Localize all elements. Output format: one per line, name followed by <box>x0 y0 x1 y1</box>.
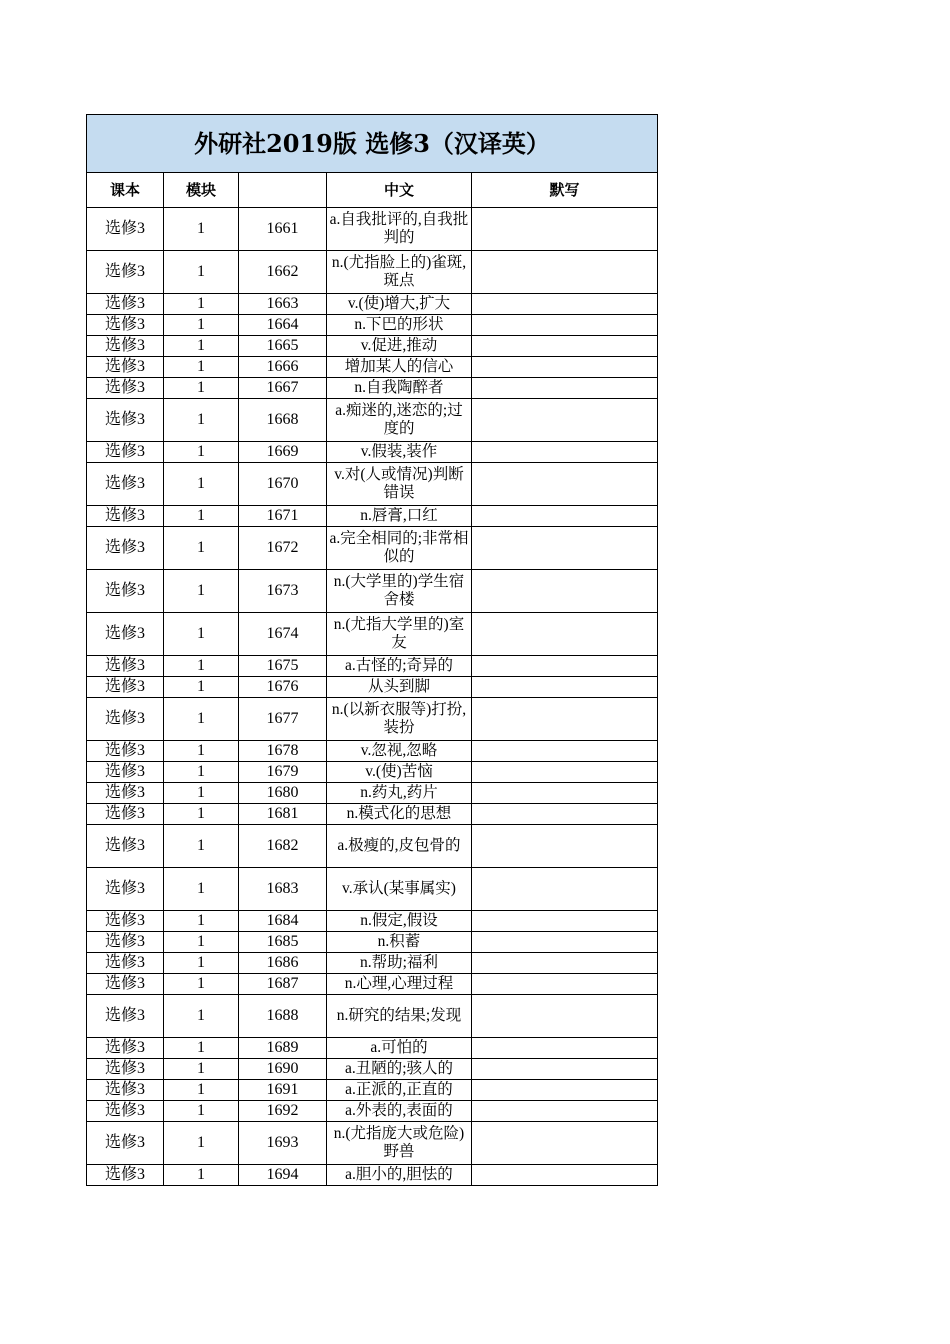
cell-book: 选修3 <box>87 741 164 762</box>
cell-number: 1683 <box>239 868 327 911</box>
table-row <box>87 570 658 613</box>
cell-chinese: n.药丸,药片 <box>327 783 472 804</box>
cell-chinese: a.痴迷的,迷恋的;过度的 <box>327 399 472 442</box>
cell-module: 1 <box>164 251 239 294</box>
cell-number: 1672 <box>239 527 327 570</box>
cell-book: 选修3 <box>87 294 164 315</box>
header-chinese: 中文 <box>327 173 472 208</box>
table-row <box>87 336 658 357</box>
cell-module: 1 <box>164 378 239 399</box>
cell-number: 1678 <box>239 741 327 762</box>
cell-number: 1669 <box>239 442 327 463</box>
cell-book: 选修3 <box>87 1101 164 1122</box>
cell-module: 1 <box>164 995 239 1038</box>
table-row <box>87 868 658 911</box>
cell-number: 1680 <box>239 783 327 804</box>
vocabulary-table <box>86 114 658 1186</box>
cell-chinese: n.积蓄 <box>327 932 472 953</box>
cell-book: 选修3 <box>87 1165 164 1186</box>
answer-cell[interactable] <box>472 974 658 995</box>
answer-cell[interactable] <box>472 613 658 656</box>
cell-module: 1 <box>164 399 239 442</box>
table-row <box>87 783 658 804</box>
table-row <box>87 932 658 953</box>
cell-module: 1 <box>164 294 239 315</box>
answer-cell[interactable] <box>472 570 658 613</box>
sheet-title: 外研社2019版 选修3（汉译英） <box>87 115 658 173</box>
cell-module: 1 <box>164 953 239 974</box>
answer-cell[interactable] <box>472 208 658 251</box>
cell-chinese: a.胆小的,胆怯的 <box>327 1165 472 1186</box>
cell-book: 选修3 <box>87 953 164 974</box>
cell-chinese: n.假定,假设 <box>327 911 472 932</box>
table-row <box>87 527 658 570</box>
table-row <box>87 1038 658 1059</box>
cell-number: 1661 <box>239 208 327 251</box>
header-book: 课本 <box>87 173 164 208</box>
cell-chinese: v.促进,推动 <box>327 336 472 357</box>
cell-module: 1 <box>164 1080 239 1101</box>
answer-cell[interactable] <box>472 251 658 294</box>
cell-module: 1 <box>164 315 239 336</box>
cell-book: 选修3 <box>87 1038 164 1059</box>
cell-module: 1 <box>164 208 239 251</box>
answer-cell[interactable] <box>472 336 658 357</box>
table-row <box>87 294 658 315</box>
cell-chinese: a.外表的,表面的 <box>327 1101 472 1122</box>
table-row <box>87 741 658 762</box>
answer-cell[interactable] <box>472 804 658 825</box>
cell-chinese: n.(尤指脸上的)雀斑,斑点 <box>327 251 472 294</box>
cell-book: 选修3 <box>87 1080 164 1101</box>
header-dictation: 默写 <box>472 173 658 208</box>
cell-number: 1694 <box>239 1165 327 1186</box>
cell-book: 选修3 <box>87 677 164 698</box>
cell-chinese: n.自我陶醉者 <box>327 378 472 399</box>
cell-number: 1666 <box>239 357 327 378</box>
header-row <box>87 173 658 208</box>
cell-book: 选修3 <box>87 378 164 399</box>
cell-number: 1675 <box>239 656 327 677</box>
table-row <box>87 442 658 463</box>
answer-cell[interactable] <box>472 506 658 527</box>
answer-cell[interactable] <box>472 294 658 315</box>
answer-cell[interactable] <box>472 932 658 953</box>
table-row <box>87 911 658 932</box>
cell-module: 1 <box>164 974 239 995</box>
header-module: 模块 <box>164 173 239 208</box>
answer-cell[interactable] <box>472 762 658 783</box>
cell-book: 选修3 <box>87 613 164 656</box>
table-row <box>87 506 658 527</box>
cell-chinese: n.模式化的思想 <box>327 804 472 825</box>
cell-module: 1 <box>164 442 239 463</box>
cell-chinese: a.极瘦的,皮包骨的 <box>327 825 472 868</box>
cell-number: 1662 <box>239 251 327 294</box>
table-row <box>87 656 658 677</box>
answer-cell[interactable] <box>472 315 658 336</box>
cell-number: 1668 <box>239 399 327 442</box>
answer-cell[interactable] <box>472 698 658 741</box>
cell-chinese: v.对(人或情况)判断错误 <box>327 463 472 506</box>
cell-number: 1692 <box>239 1101 327 1122</box>
answer-cell[interactable] <box>472 1059 658 1080</box>
table-row <box>87 677 658 698</box>
cell-book: 选修3 <box>87 804 164 825</box>
cell-module: 1 <box>164 783 239 804</box>
table-row <box>87 463 658 506</box>
cell-chinese: n.研究的结果;发现 <box>327 995 472 1038</box>
answer-cell[interactable] <box>472 995 658 1038</box>
cell-number: 1677 <box>239 698 327 741</box>
cell-number: 1670 <box>239 463 327 506</box>
cell-book: 选修3 <box>87 911 164 932</box>
cell-number: 1686 <box>239 953 327 974</box>
table-row <box>87 399 658 442</box>
cell-number: 1667 <box>239 378 327 399</box>
cell-chinese: a.自我批评的,自我批判的 <box>327 208 472 251</box>
cell-module: 1 <box>164 1165 239 1186</box>
cell-number: 1674 <box>239 613 327 656</box>
cell-book: 选修3 <box>87 825 164 868</box>
answer-cell[interactable] <box>472 1122 658 1165</box>
cell-chinese: a.古怪的;奇异的 <box>327 656 472 677</box>
header-number <box>239 173 327 208</box>
cell-module: 1 <box>164 506 239 527</box>
answer-cell[interactable] <box>472 1080 658 1101</box>
cell-chinese: a.完全相同的;非常相似的 <box>327 527 472 570</box>
cell-module: 1 <box>164 357 239 378</box>
cell-module: 1 <box>164 463 239 506</box>
cell-number: 1664 <box>239 315 327 336</box>
cell-module: 1 <box>164 698 239 741</box>
cell-number: 1685 <box>239 932 327 953</box>
table-row <box>87 974 658 995</box>
table-row <box>87 378 658 399</box>
answer-cell[interactable] <box>472 911 658 932</box>
table-row <box>87 1122 658 1165</box>
cell-module: 1 <box>164 762 239 783</box>
cell-chinese: n.心理,心理过程 <box>327 974 472 995</box>
cell-book: 选修3 <box>87 208 164 251</box>
cell-number: 1681 <box>239 804 327 825</box>
cell-book: 选修3 <box>87 932 164 953</box>
cell-module: 1 <box>164 741 239 762</box>
answer-cell[interactable] <box>472 357 658 378</box>
answer-cell[interactable] <box>472 677 658 698</box>
cell-module: 1 <box>164 825 239 868</box>
cell-number: 1691 <box>239 1080 327 1101</box>
answer-cell[interactable] <box>472 656 658 677</box>
cell-module: 1 <box>164 1038 239 1059</box>
cell-chinese: 增加某人的信心 <box>327 357 472 378</box>
cell-chinese: n.(尤指大学里的)室友 <box>327 613 472 656</box>
table-row <box>87 953 658 974</box>
cell-number: 1684 <box>239 911 327 932</box>
cell-module: 1 <box>164 1101 239 1122</box>
cell-book: 选修3 <box>87 995 164 1038</box>
cell-book: 选修3 <box>87 698 164 741</box>
answer-cell[interactable] <box>472 825 658 868</box>
cell-module: 1 <box>164 527 239 570</box>
cell-book: 选修3 <box>87 1122 164 1165</box>
answer-cell[interactable] <box>472 463 658 506</box>
cell-book: 选修3 <box>87 357 164 378</box>
cell-number: 1688 <box>239 995 327 1038</box>
table-row <box>87 1101 658 1122</box>
cell-book: 选修3 <box>87 974 164 995</box>
cell-number: 1690 <box>239 1059 327 1080</box>
answer-cell[interactable] <box>472 1038 658 1059</box>
cell-number: 1693 <box>239 1122 327 1165</box>
cell-module: 1 <box>164 677 239 698</box>
cell-module: 1 <box>164 1122 239 1165</box>
cell-chinese: v.承认(某事属实) <box>327 868 472 911</box>
cell-book: 选修3 <box>87 783 164 804</box>
cell-chinese: n.(大学里的)学生宿舍楼 <box>327 570 472 613</box>
answer-cell[interactable] <box>472 868 658 911</box>
cell-chinese: a.丑陋的;骇人的 <box>327 1059 472 1080</box>
table-row <box>87 1059 658 1080</box>
cell-module: 1 <box>164 613 239 656</box>
answer-cell[interactable] <box>472 527 658 570</box>
cell-chinese: 从头到脚 <box>327 677 472 698</box>
table-row <box>87 357 658 378</box>
answer-cell[interactable] <box>472 399 658 442</box>
cell-number: 1663 <box>239 294 327 315</box>
table-row <box>87 825 658 868</box>
cell-chinese: n.(以新衣服等)打扮,装扮 <box>327 698 472 741</box>
cell-number: 1673 <box>239 570 327 613</box>
cell-chinese: n.唇膏,口红 <box>327 506 472 527</box>
table-row <box>87 804 658 825</box>
cell-number: 1679 <box>239 762 327 783</box>
answer-cell[interactable] <box>472 953 658 974</box>
cell-chinese: v.(使)增大,扩大 <box>327 294 472 315</box>
table-row <box>87 613 658 656</box>
table-row <box>87 762 658 783</box>
cell-number: 1671 <box>239 506 327 527</box>
cell-module: 1 <box>164 932 239 953</box>
cell-number: 1687 <box>239 974 327 995</box>
cell-module: 1 <box>164 570 239 613</box>
cell-chinese: n.帮助;福利 <box>327 953 472 974</box>
cell-book: 选修3 <box>87 463 164 506</box>
answer-cell[interactable] <box>472 1165 658 1186</box>
cell-book: 选修3 <box>87 336 164 357</box>
cell-number: 1676 <box>239 677 327 698</box>
cell-module: 1 <box>164 868 239 911</box>
answer-cell[interactable] <box>472 442 658 463</box>
cell-book: 选修3 <box>87 399 164 442</box>
cell-chinese: n.下巴的形状 <box>327 315 472 336</box>
cell-chinese: v.忽视,忽略 <box>327 741 472 762</box>
cell-chinese: a.可怕的 <box>327 1038 472 1059</box>
cell-chinese: n.(尤指庞大或危险)野兽 <box>327 1122 472 1165</box>
cell-module: 1 <box>164 1059 239 1080</box>
cell-book: 选修3 <box>87 868 164 911</box>
table-row <box>87 1165 658 1186</box>
cell-book: 选修3 <box>87 506 164 527</box>
cell-book: 选修3 <box>87 762 164 783</box>
cell-book: 选修3 <box>87 442 164 463</box>
cell-chinese: v.(使)苦恼 <box>327 762 472 783</box>
cell-module: 1 <box>164 656 239 677</box>
cell-chinese: a.正派的,正直的 <box>327 1080 472 1101</box>
cell-chinese: v.假装,装作 <box>327 442 472 463</box>
cell-book: 选修3 <box>87 315 164 336</box>
answer-cell[interactable] <box>472 378 658 399</box>
cell-module: 1 <box>164 804 239 825</box>
cell-book: 选修3 <box>87 527 164 570</box>
table-row <box>87 251 658 294</box>
cell-book: 选修3 <box>87 570 164 613</box>
cell-book: 选修3 <box>87 656 164 677</box>
cell-module: 1 <box>164 911 239 932</box>
table-row <box>87 698 658 741</box>
cell-number: 1689 <box>239 1038 327 1059</box>
answer-cell[interactable] <box>472 741 658 762</box>
cell-module: 1 <box>164 336 239 357</box>
answer-cell[interactable] <box>472 783 658 804</box>
cell-number: 1665 <box>239 336 327 357</box>
table-row <box>87 1080 658 1101</box>
cell-number: 1682 <box>239 825 327 868</box>
cell-book: 选修3 <box>87 1059 164 1080</box>
table-row <box>87 208 658 251</box>
table-row <box>87 995 658 1038</box>
table-row <box>87 315 658 336</box>
answer-cell[interactable] <box>472 1101 658 1122</box>
cell-book: 选修3 <box>87 251 164 294</box>
